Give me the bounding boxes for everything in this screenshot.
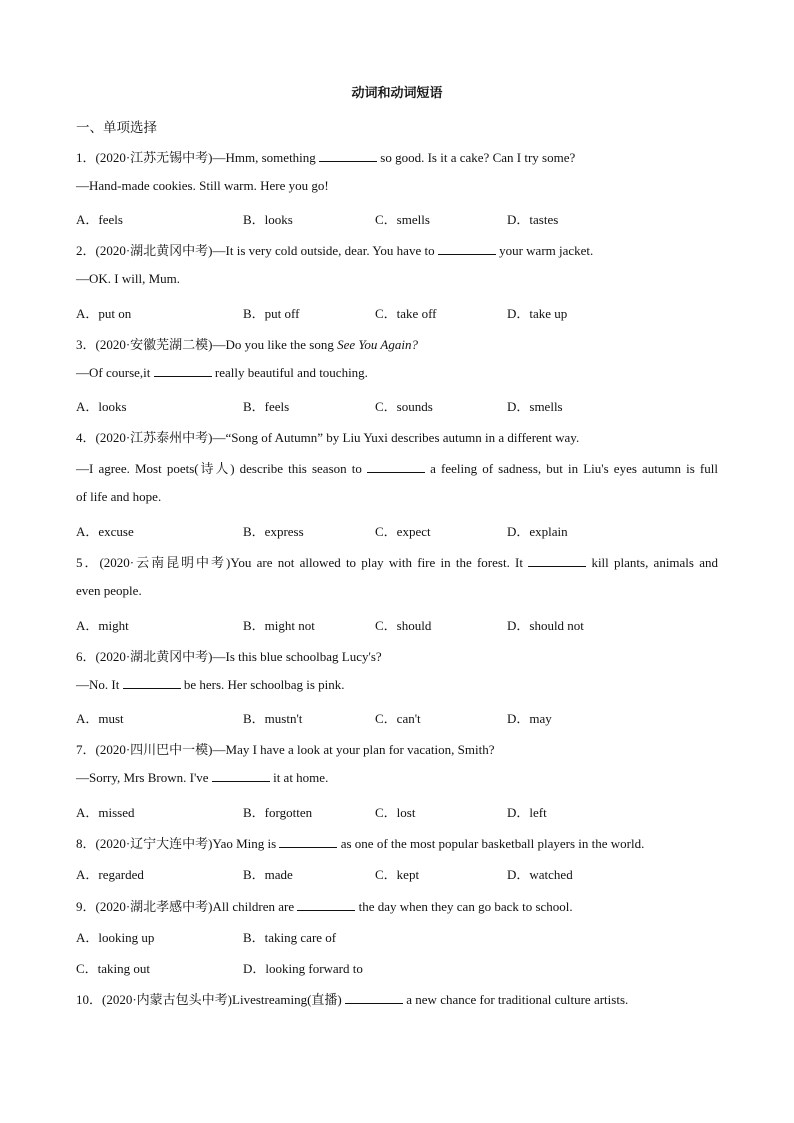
option-a: A．looks	[76, 399, 127, 414]
options-9-row1	[76, 927, 718, 943]
answer-blank	[345, 992, 403, 1004]
page-title: 动词和动词短语	[351, 85, 443, 100]
answer-blank	[367, 461, 425, 473]
option-d: D．left	[507, 805, 547, 820]
option-a: A．excuse	[76, 524, 134, 539]
answer-blank	[212, 770, 270, 782]
option-b: B．forgotten	[243, 805, 313, 820]
question-2: 2．(2020·湖北黄冈中考)—It is very cold outside, dear. You have to your warm jacket.	[76, 243, 594, 258]
options-3	[76, 396, 718, 412]
option-d: D．watched	[507, 867, 573, 882]
question-5-continued: even people.	[76, 583, 142, 598]
reply-2: —OK. I will, Mum.	[76, 271, 180, 286]
option-c: C．taking out	[76, 961, 151, 976]
options-9-row2	[76, 958, 718, 974]
question-4: 4．(2020·江苏泰州中考)—“Song of Autumn” by Liu Yuxi describes autumn in a different way.	[76, 430, 580, 445]
question-10: 10．(2020·内蒙古包头中考)Livestreaming(直播) a new chance for traditional culture artists.	[76, 992, 629, 1007]
option-a: A．must	[76, 711, 124, 726]
option-d: D．looking forward to	[243, 961, 363, 976]
question-6: 6．(2020·湖北黄冈中考)—Is this blue schoolbag Lucy's?	[76, 649, 382, 664]
question-1: 1．(2020·江苏无锡中考)—Hmm, something so good. Is it a cake? Can I try some?	[76, 150, 576, 165]
section-heading: 一、单项选择	[76, 120, 157, 135]
option-b: B．mustn't	[243, 711, 303, 726]
option-b: B．put off	[243, 306, 300, 321]
option-c: C．should	[375, 618, 432, 633]
question-5: 5．(2020·云南昆明中考)You are not allowed to play with fire in the forest. It kill plants, animals and	[76, 555, 718, 570]
answer-blank	[279, 836, 337, 848]
option-c: C．take off	[375, 306, 437, 321]
option-d: D．tastes	[507, 212, 559, 227]
option-d: D．should not	[507, 618, 584, 633]
option-b: B．made	[243, 867, 293, 882]
option-d: D．explain	[507, 524, 568, 539]
answer-blank	[154, 365, 212, 377]
option-c: C．kept	[375, 867, 420, 882]
option-a: A．feels	[76, 212, 123, 227]
answer-blank	[528, 555, 586, 567]
option-c: C．lost	[375, 805, 416, 820]
options-8	[76, 864, 718, 880]
option-a: A．missed	[76, 805, 135, 820]
option-d: D．may	[507, 711, 552, 726]
option-c: C．sounds	[375, 399, 433, 414]
answer-blank	[297, 899, 355, 911]
option-b: B．looks	[243, 212, 293, 227]
option-b: B．feels	[243, 399, 290, 414]
answer-blank	[438, 243, 496, 255]
reply-3: —Of course,it really beautiful and touching.	[76, 365, 368, 380]
reply-1: —Hand-made cookies. Still warm. Here you go!	[76, 178, 329, 193]
option-b: B．might not	[243, 618, 315, 633]
options-6	[76, 708, 718, 724]
options-4	[76, 521, 718, 537]
option-c: C．can't	[375, 711, 421, 726]
question-9: 9．(2020·湖北孝感中考)All children are the day when they can go back to school.	[76, 899, 573, 914]
option-a: A．regarded	[76, 867, 144, 882]
option-b: B．taking care of	[243, 930, 337, 945]
question-7: 7．(2020·四川巴中一模)—May I have a look at your plan for vacation, Smith?	[76, 742, 495, 757]
options-1	[76, 209, 718, 225]
reply-7: —Sorry, Mrs Brown. I've it at home.	[76, 770, 329, 785]
reply-6: —No. It be hers. Her schoolbag is pink.	[76, 677, 345, 692]
options-5	[76, 615, 718, 631]
option-a: A．might	[76, 618, 129, 633]
option-c: C．smells	[375, 212, 430, 227]
option-c: C．expect	[375, 524, 431, 539]
option-d: D．smells	[507, 399, 563, 414]
answer-blank	[319, 150, 377, 162]
reply-4: —I agree. Most poets(诗人) describe this season to a feeling of sadness, but in Liu's eyes autumn is full	[76, 461, 718, 476]
option-b: B．express	[243, 524, 304, 539]
question-8: 8．(2020·辽宁大连中考)Yao Ming is as one of the most popular basketball players in the world.	[76, 836, 645, 851]
question-3: 3．(2020·安徽芜湖二模)—Do you like the song See You Again?	[76, 337, 418, 352]
option-a: A．put on	[76, 306, 132, 321]
options-2	[76, 303, 718, 319]
option-a: A．looking up	[76, 930, 155, 945]
reply-4-continued: of life and hope.	[76, 489, 162, 504]
option-d: D．take up	[507, 306, 568, 321]
options-7	[76, 802, 718, 818]
answer-blank	[123, 677, 181, 689]
